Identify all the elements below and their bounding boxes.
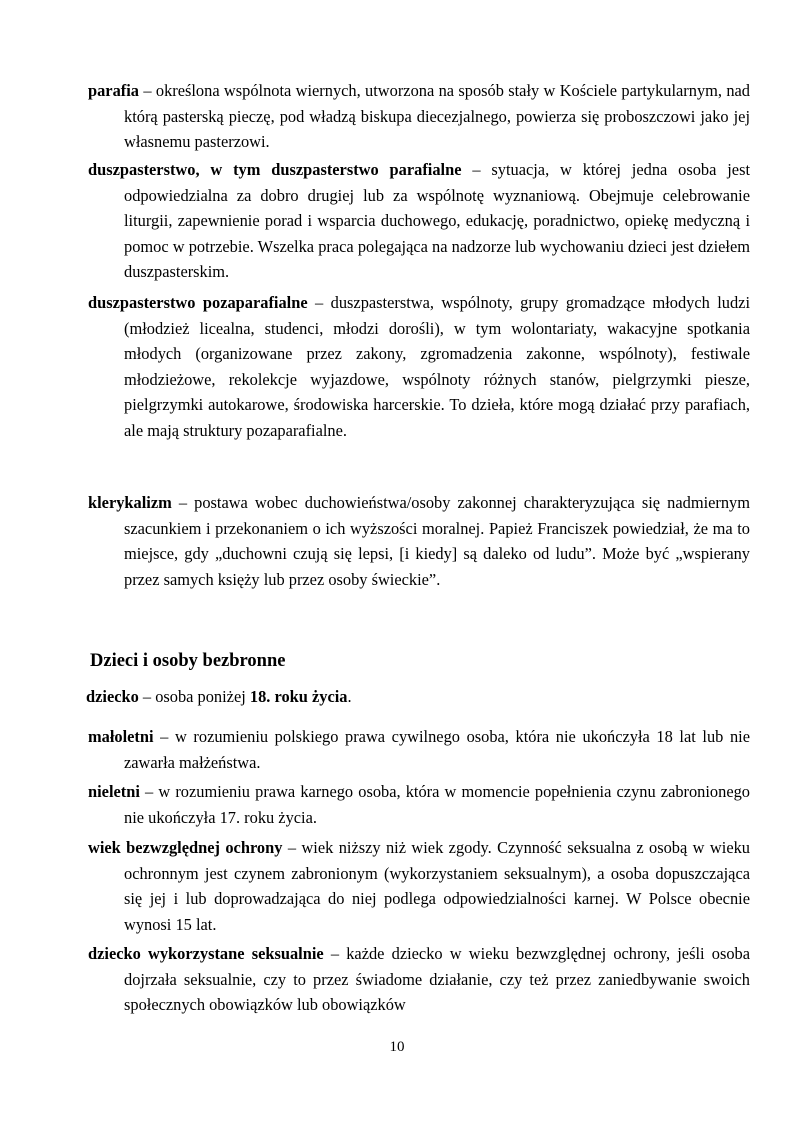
- definition-text: – duszpasterstwa, wspólnoty, grupy gromadzące młodych ludzi (młodzież licealna, studenci, młodzi dorośli), w tym wolontariaty, wakacyjne spotkania młodych (organizowane przez zakony, zgromadzenia zakonne, wspólnoty), festiwale młodzieżowe, rekolekcje wyjazdowe, wspólnoty różnych stanów, pielgrzymki piesze, pielgrzymki autokarowe, środowiska harcerskie. To dzieła, które mogą działać przy parafiach, ale mają struktury pozaparafialne.: [124, 293, 751, 440]
- definition-text: – w rozumieniu polskiego prawa cywilnego osoba, która nie ukończyła 18 lat lub nie zawarła małżeństwa.: [124, 727, 750, 772]
- definition-term: dziecko: [86, 687, 139, 706]
- definition-nieletni: [88, 779, 750, 830]
- definition-term: małoletni: [88, 727, 154, 746]
- definition-dziecko: [86, 684, 748, 710]
- definition-text-end: .: [347, 687, 352, 706]
- section-heading: Dzieci i osoby bezbronne: [90, 651, 286, 671]
- definition-text: – w rozumieniu prawa karnego osoba, która w momencie popełnienia czynu zabronionego nie ukończyła 17. roku życia.: [124, 782, 750, 827]
- definition-emphasis: 18. roku życia: [249, 687, 348, 706]
- definition-parafia: [88, 78, 750, 155]
- page-number: 10: [389, 1039, 405, 1055]
- definition-wiek-bezwzglednej-ochrony: [88, 835, 750, 937]
- definition-term: dziecko wykorzystane seksualnie: [88, 944, 324, 963]
- definition-text: – każde dziecko w wieku bezwzględnej ochrony, jeśli osoba dojrzała seksualnie, czy to przez świadome działanie, czy też przez zaniedbywanie swoich społecznych obowiązków lub obowiązków: [124, 944, 750, 1015]
- definition-maloletni: [88, 724, 750, 775]
- definition-text: – osoba poniżej: [138, 687, 250, 706]
- definition-term: duszpasterstwo pozaparafialne: [88, 293, 308, 312]
- definition-term: klerykalizm: [88, 493, 172, 512]
- definition-klerykalizm: [88, 490, 750, 592]
- definition-dziecko-wykorzystane: [88, 941, 750, 1018]
- definition-term: duszpasterstwo, w tym duszpasterstwo parafialne: [88, 160, 462, 179]
- definition-text: – określona wspólnota wiernych, utworzona na sposób stały w Kościele partykularnym, nad którą pasterską pieczę, pod władzą biskupa diecezjalnego, powierza się proboszczowi jako jej własnemu pasterzowi.: [124, 81, 750, 152]
- definition-term: parafia: [88, 81, 139, 100]
- definition-term: wiek bezwzględnej ochrony: [88, 838, 283, 857]
- definition-text: – wiek niższy niż wiek zgody. Czynność seksualna z osobą w wieku ochronnym jest czynem zabronionym (wykorzystaniem seksualnym), a osoba dopuszczająca się jej i lub doprowadzająca do niej podlega odpowiedzialności karnej. W Polsce obecnie wynosi 15 lat.: [124, 838, 750, 934]
- definition-text: – sytuacja, w której jedna osoba jest odpowiedzialna za dobro drugiej lub za wspólnotę wyznaniową. Obejmuje celebrowanie liturgii, zapewnienie porad i wsparcia duchowego, edukację, poradnictwo, opiekę medyczną i pomoc w potrzebie. Wszelka praca polegająca na nadzorze lub wychowaniu dzieci jest dziełem duszpasterskim.: [124, 160, 750, 282]
- definition-duszpasterstwo: [88, 157, 750, 285]
- definition-term: nieletni: [88, 782, 140, 801]
- definition-duszpasterstwo-pozaparafialne: [88, 290, 750, 444]
- definition-text: – postawa wobec duchowieństwa/osoby zakonnej charakteryzująca się nadmiernym szacunkiem i przekonaniem o ich wyższości moralnej. Papież Franciszek powiedział, że ma to miejsce, gdy „duchowni czują się lepsi, [i kiedy] są daleko od ludu”. Może być „wspierany przez samych księży lub przez osoby świeckie”.: [124, 493, 750, 589]
